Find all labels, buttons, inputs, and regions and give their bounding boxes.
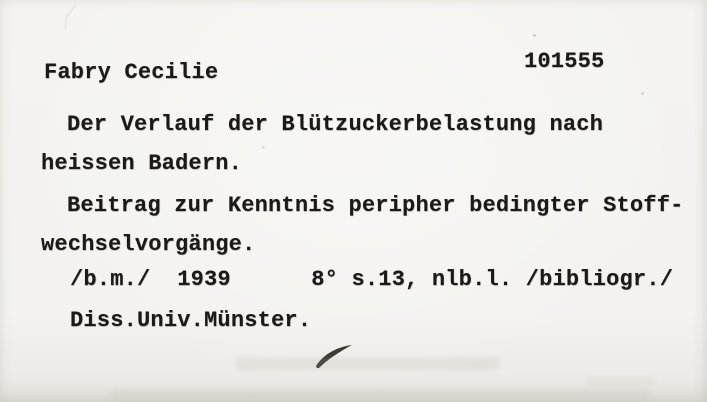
title-line-1: Der Verlauf der Blützuckerbelastung nach: [67, 112, 604, 137]
pen-stroke-mark: [306, 341, 360, 373]
show-through-artifact: [235, 357, 500, 370]
paper-speck: [641, 92, 644, 95]
dissertation-note: Diss.Univ.Münster.: [70, 308, 312, 333]
show-through-artifact: [585, 377, 655, 386]
subtitle-line-1: Beitrag zur Kenntnis peripher bedingter Stoff-: [67, 193, 684, 218]
title-line-2: heissen Badern.: [41, 151, 243, 176]
pencil-mark: [55, 3, 87, 33]
author-heading: Fabry Cecilie: [44, 60, 219, 85]
paper-speck: [262, 146, 265, 149]
subtitle-line-2: wechselvorgänge.: [41, 232, 256, 257]
imprint-line: /b.m./ 1939 8° s.13, nlb.l. /bibliogr./: [70, 267, 674, 292]
accession-number: 101555: [524, 49, 605, 74]
show-through-artifact: [110, 389, 650, 400]
paper-speck: [533, 34, 536, 37]
